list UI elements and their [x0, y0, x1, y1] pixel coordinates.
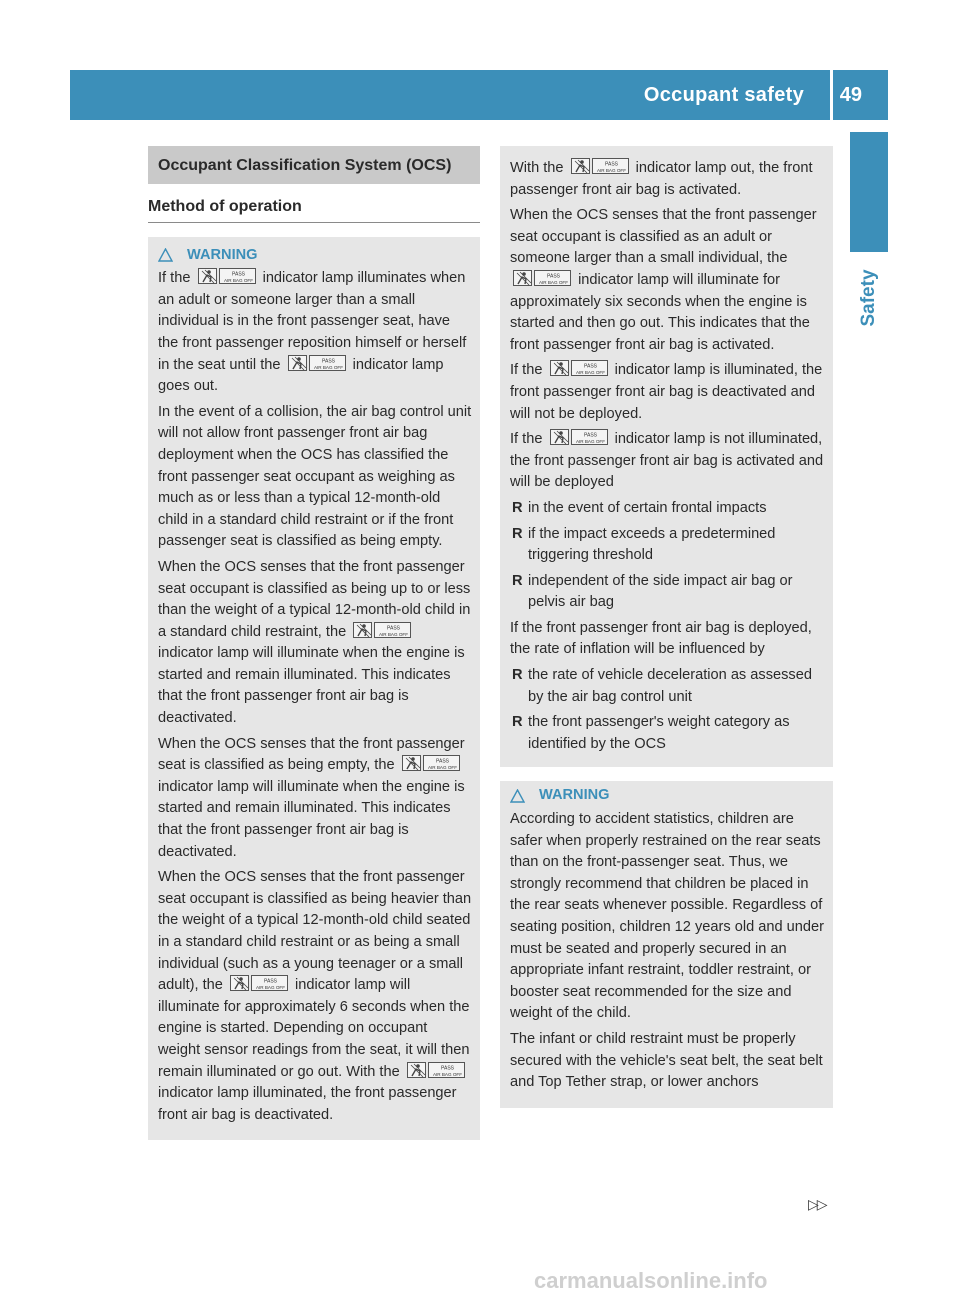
- svg-text:PASS: PASS: [321, 358, 335, 365]
- warning-paragraph: The infant or child restraint must be properly secured with the vehicle's seat belt, the seat belt and Top Tether strap, or lower anchors: [510, 1030, 823, 1091]
- bullet-mark: R: [512, 714, 523, 731]
- seat-occupant-icon: [513, 270, 532, 286]
- text-run: indicator lamp is not illuminated, the front passenger front air bag is activated and will be deployed: [510, 431, 824, 491]
- seat-occupant-icon: [402, 755, 421, 771]
- seat-occupant-icon: [288, 355, 307, 371]
- pass-air-bag-off-indicator-icon: [288, 355, 346, 371]
- pass-air-bag-off-label-icon: [374, 622, 411, 638]
- warning-title-text: WARNING: [539, 787, 610, 804]
- right-column: [500, 146, 833, 1108]
- text-run: With the: [510, 160, 564, 176]
- warning-box: [148, 237, 480, 1141]
- svg-text:PASS: PASS: [263, 978, 277, 985]
- seat-occupant-icon: [550, 360, 569, 376]
- seat-occupant-icon: [571, 158, 590, 174]
- pass-air-bag-off-label-icon: [309, 355, 346, 371]
- text-run: When the OCS senses that the front passenger seat occupant is classified as an adult or someone larger than a small individual, the: [510, 207, 817, 267]
- list-item-text: the front passenger's weight category as identified by the OCS: [528, 714, 790, 752]
- svg-text:AIR BAG OFF: AIR BAG OFF: [427, 765, 457, 771]
- warning-paragraph: [158, 268, 472, 398]
- text-run: indicator lamp illuminated, the front passenger front air bag is deactivated.: [158, 1085, 457, 1123]
- pass-air-bag-off-label-icon: [571, 429, 608, 445]
- pass-air-bag-off-indicator-icon: [402, 755, 460, 771]
- warning-paragraph: [158, 867, 472, 1126]
- body-paragraph: [510, 205, 827, 356]
- list-item: [510, 665, 827, 708]
- seat-occupant-icon: [407, 1062, 426, 1078]
- left-column: [148, 146, 480, 1140]
- header-title: Occupant safety: [643, 84, 804, 106]
- watermark: carmanualsonline.info: [534, 1268, 768, 1293]
- body-paragraph: [510, 158, 827, 201]
- warning-title: [510, 785, 825, 807]
- header-bar: [70, 70, 888, 120]
- side-tab-block: [850, 132, 888, 252]
- text-run: indicator lamp will illuminate for approximately 6 seconds when the engine is started. Depending on occupant weight sensor readings from the seat, it will then remain illuminated or go out. With the: [158, 977, 470, 1080]
- list-item-text: if the impact exceeds a predetermined triggering threshold: [528, 525, 776, 564]
- text-run: indicator lamp out, the front passenger front air bag is activated.: [510, 160, 813, 198]
- bullet-mark: R: [512, 499, 523, 516]
- pass-air-bag-off-indicator-icon: [230, 975, 288, 991]
- side-tab-label: [847, 258, 891, 338]
- warning-triangle-icon: [158, 248, 173, 262]
- svg-text:PASS: PASS: [387, 625, 401, 632]
- warning-triangle-icon: [510, 789, 525, 803]
- text-run: indicator lamp will illuminate when the engine is started and remain illuminated. This indicates that the front passenger front air bag is deactivated.: [158, 645, 465, 727]
- warning-title: [158, 245, 472, 267]
- text-run: When the OCS senses that the front passenger seat occupant is classified as being up to or less than the weight of a typical 12-month-old child in a standard child restraint, the: [158, 558, 471, 640]
- warning-title-text: WARNING: [187, 246, 258, 263]
- warning-paragraph: [158, 557, 472, 730]
- warning-paragraph: In the event of a collision, the air bag control unit will not allow front passenger front air bag deployment when the OCS has classified the front passenger seat occupant as weighing as much as or less than a typical 12-month-old child in a standard child restraint or if the front passenger seat is classified as being empty.: [158, 403, 472, 550]
- bullet-mark: R: [512, 525, 523, 542]
- continue-arrows-icon: ▷▷: [808, 1196, 826, 1212]
- side-tab-text: Safety: [858, 269, 879, 327]
- warning-paragraph: [158, 734, 472, 864]
- text-run: If the: [158, 270, 191, 287]
- svg-text:PASS: PASS: [547, 273, 560, 280]
- pass-air-bag-off-indicator-icon: [550, 429, 608, 445]
- pass-air-bag-off-label-icon: [251, 975, 288, 991]
- text-run: When the OCS senses that the front passenger seat occupant is classified as being heavier than the weight of a typical 12-month-old child seated in a standard child restraint or as being a small individual (such as a young teenager or a small adult), the: [158, 869, 472, 994]
- svg-text:AIR BAG OFF: AIR BAG OFF: [432, 1071, 462, 1077]
- info-box: [500, 146, 833, 767]
- pass-air-bag-off-indicator-icon: [571, 158, 629, 174]
- list-item: [510, 524, 827, 567]
- seat-occupant-icon: [230, 975, 249, 991]
- pass-air-bag-off-label-icon: [534, 270, 571, 286]
- svg-text:AIR BAG OFF: AIR BAG OFF: [538, 279, 569, 285]
- body-paragraph: [510, 360, 827, 425]
- list-item: [510, 571, 827, 614]
- text-run: indicator lamp is illuminated, the front passenger front air bag is deactivated and will not be deployed.: [510, 362, 823, 422]
- pass-air-bag-off-label-icon: [219, 268, 256, 284]
- list-item: [510, 498, 827, 520]
- text-run: indicator lamp goes out.: [158, 356, 444, 395]
- text-run: If the: [510, 362, 543, 379]
- svg-text:PASS: PASS: [583, 363, 597, 370]
- text-run: indicator lamp will illuminate for approximately six seconds when the engine is started and then go out. This indicates that the front passenger front air bag is activated.: [510, 271, 810, 353]
- section-heading: Occupant Classification System (OCS): [148, 146, 480, 184]
- header-divider: [830, 70, 833, 120]
- pass-air-bag-off-indicator-icon: [550, 360, 608, 376]
- seat-occupant-icon: [353, 622, 372, 638]
- svg-text:PASS: PASS: [440, 1065, 454, 1072]
- svg-text:PASS: PASS: [583, 432, 597, 439]
- svg-text:AIR BAG OFF: AIR BAG OFF: [379, 631, 409, 637]
- pass-air-bag-off-indicator-icon: [353, 622, 411, 638]
- list-item: [510, 712, 827, 755]
- list-item-text: independent of the side impact air bag or pelvis air bag: [528, 572, 793, 611]
- sub-heading: Method of operation: [148, 196, 480, 223]
- list-item-text: the rate of vehicle deceleration as assessed by the air bag control unit: [528, 667, 812, 705]
- pass-air-bag-off-label-icon: [428, 1062, 465, 1078]
- warning-box: [500, 781, 833, 1107]
- bullet-mark: R: [512, 667, 523, 684]
- svg-text:PASS: PASS: [435, 758, 449, 765]
- seat-occupant-icon: [198, 268, 217, 284]
- pass-air-bag-off-label-icon: [592, 158, 629, 174]
- pass-air-bag-off-indicator-icon: [407, 1062, 465, 1078]
- body-paragraph: If the front passenger front air bag is deployed, the rate of inflation will be influenced by: [510, 619, 812, 658]
- svg-text:AIR BAG OFF: AIR BAG OFF: [596, 168, 626, 173]
- pass-air-bag-off-label-icon: [571, 360, 608, 376]
- pass-air-bag-off-indicator-icon: [198, 268, 256, 284]
- svg-text:AIR BAG OFF: AIR BAG OFF: [313, 364, 343, 370]
- svg-text:AIR BAG OFF: AIR BAG OFF: [223, 278, 253, 284]
- seat-occupant-icon: [550, 429, 569, 445]
- text-run: indicator lamp will illuminate when the engine is started and remain illuminated. This indicates that the front passenger front air bag is deactivated.: [158, 778, 465, 860]
- svg-text:AIR BAG OFF: AIR BAG OFF: [575, 370, 605, 376]
- svg-text:PASS: PASS: [604, 161, 618, 168]
- text-run: If the: [510, 431, 543, 448]
- text-run: When the OCS senses that the front passenger seat is classified as being empty, the: [158, 735, 465, 774]
- svg-text:AIR BAG OFF: AIR BAG OFF: [575, 439, 605, 445]
- pass-air-bag-off-indicator-icon: [513, 270, 571, 286]
- bullet-mark: R: [512, 572, 523, 589]
- pass-air-bag-off-label-icon: [423, 755, 460, 771]
- warning-paragraph: According to accident statistics, children are safer when properly restrained on the rear seats than on the front-passenger seat. Thus, we strongly recommend that children be placed in the rear seats whenever possible. Regardless of seating position, children 12 years old and under must be seated and properly secured in an appropriate infant restraint, toddler restraint, or booster seat recommended for the size and weight of the child.: [510, 811, 824, 1022]
- svg-text:PASS: PASS: [231, 271, 245, 278]
- svg-text:AIR BAG OFF: AIR BAG OFF: [255, 985, 286, 991]
- body-paragraph: [510, 429, 827, 494]
- page-number: 49: [839, 84, 862, 106]
- text-run: indicator lamp illuminates when an adult or someone larger than a small individual is in the front passenger seat, have the front passenger reposition himself or herself in the seat until the: [158, 270, 467, 373]
- list-item-text: in the event of certain frontal impacts: [528, 499, 767, 516]
